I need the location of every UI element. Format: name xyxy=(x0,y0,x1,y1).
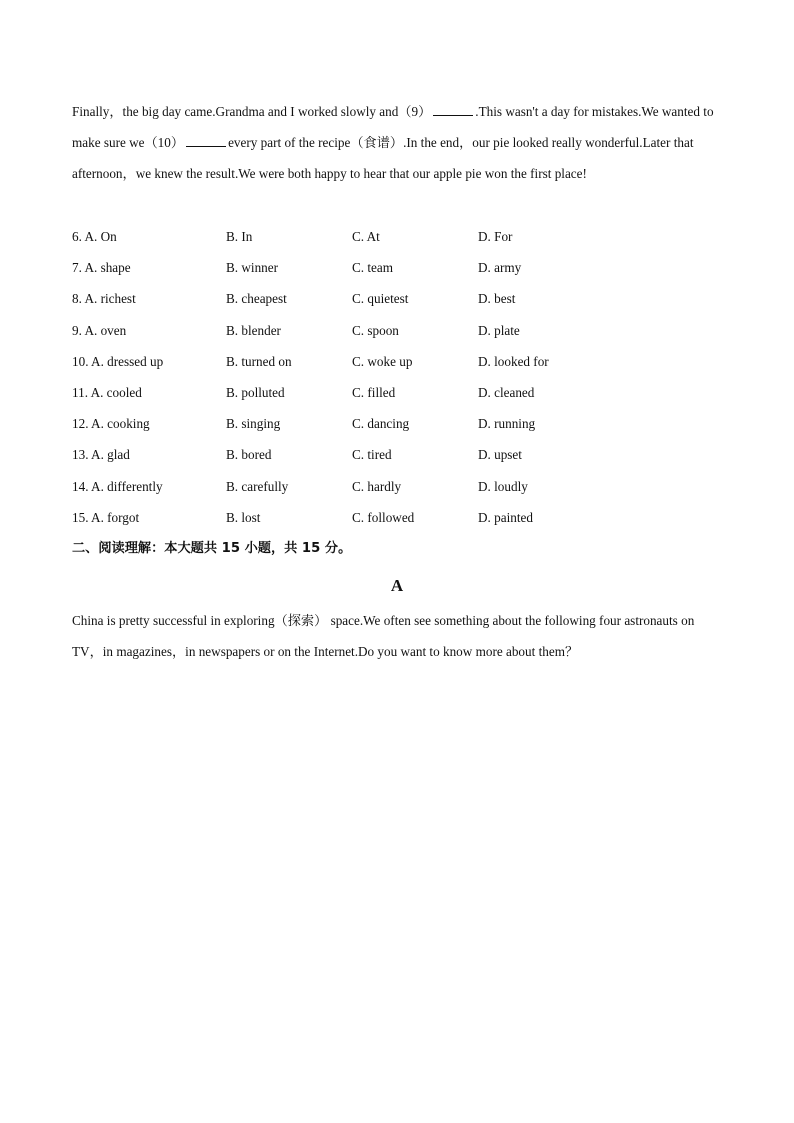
option-a: 8. A. richest xyxy=(72,291,136,307)
option-row-15 xyxy=(72,502,722,533)
option-c: C. tired xyxy=(352,447,392,463)
option-row-10 xyxy=(72,346,722,377)
option-a: 14. A. differently xyxy=(72,478,163,494)
option-c: C. dancing xyxy=(352,416,410,432)
option-row-6 xyxy=(72,221,722,252)
option-b: B. blender xyxy=(226,322,281,338)
option-a: 6. A. On xyxy=(72,229,117,244)
option-a: 12. A. cooking xyxy=(72,416,150,432)
option-c: C. quietest xyxy=(352,291,409,307)
option-c: C. woke up xyxy=(352,353,413,369)
paragraph-text-part1: Finally，the big day came.Grandma and I worked slowly and（9） xyxy=(72,104,432,119)
option-c: C. At xyxy=(352,229,380,244)
option-d: D. running xyxy=(478,416,536,432)
option-b: B. bored xyxy=(226,447,272,463)
option-b: B. polluted xyxy=(226,384,285,400)
option-d: D. plate xyxy=(478,322,520,338)
option-d: D. looked for xyxy=(478,353,549,369)
answer-options-list xyxy=(72,221,722,533)
option-a: 10. A. dressed up xyxy=(72,353,164,369)
answer-blank-10 xyxy=(186,135,226,147)
option-c: C. followed xyxy=(352,509,415,525)
cloze-passage-paragraph xyxy=(72,96,722,189)
option-b: B. winner xyxy=(226,260,279,276)
option-a: 7. A. shape xyxy=(72,260,131,276)
option-b: B. turned on xyxy=(226,353,292,369)
option-a: 15. A. forgot xyxy=(72,509,140,525)
reading-intro-paragraph: China is pretty successful in exploring（探索） space.We often see something about the following four astronauts on TV，in magazines，in newspapers or on the Internet.Do you want to know more about them？ xyxy=(72,613,695,659)
option-a: 13. A. glad xyxy=(72,447,130,463)
paragraph-text-part2: .This wasn't a day for mistakes.We wanted to make sure we（10） xyxy=(72,104,714,150)
paragraph-text-part3: every part of the recipe（食谱）.In the end，our pie looked really wonderful.Later that afternoon，we knew the result.We were both happy to hear that our apple pie won the first place! xyxy=(72,135,694,181)
option-b: B. lost xyxy=(226,509,261,525)
section-heading: 二、阅读理解：本大题共 15 小题，共 15 分。 xyxy=(72,541,352,556)
option-d: D. painted xyxy=(478,509,533,525)
option-d: D. cleaned xyxy=(478,384,535,400)
option-row-7 xyxy=(72,252,722,283)
option-d: D. upset xyxy=(478,447,522,463)
option-row-9 xyxy=(72,315,722,346)
option-row-13 xyxy=(72,439,722,470)
option-row-8 xyxy=(72,283,722,314)
option-row-14 xyxy=(72,471,722,502)
option-d: D. For xyxy=(478,229,513,244)
option-b: B. singing xyxy=(226,416,281,432)
option-c: C. spoon xyxy=(352,322,399,338)
option-b: B. carefully xyxy=(226,478,289,494)
passage-title: A xyxy=(390,576,404,595)
option-d: D. best xyxy=(478,291,516,307)
option-c: C. hardly xyxy=(352,478,402,494)
option-row-11 xyxy=(72,377,722,408)
answer-blank-9 xyxy=(433,104,473,116)
option-a: 11. A. cooled xyxy=(72,384,142,400)
option-c: C. filled xyxy=(352,384,396,400)
option-b: B. In xyxy=(226,229,253,244)
option-row-12 xyxy=(72,408,722,439)
option-a: 9. A. oven xyxy=(72,322,127,338)
option-b: B. cheapest xyxy=(226,291,287,307)
option-d: D. loudly xyxy=(478,478,528,494)
option-d: D. army xyxy=(478,260,522,276)
option-c: C. team xyxy=(352,260,394,276)
